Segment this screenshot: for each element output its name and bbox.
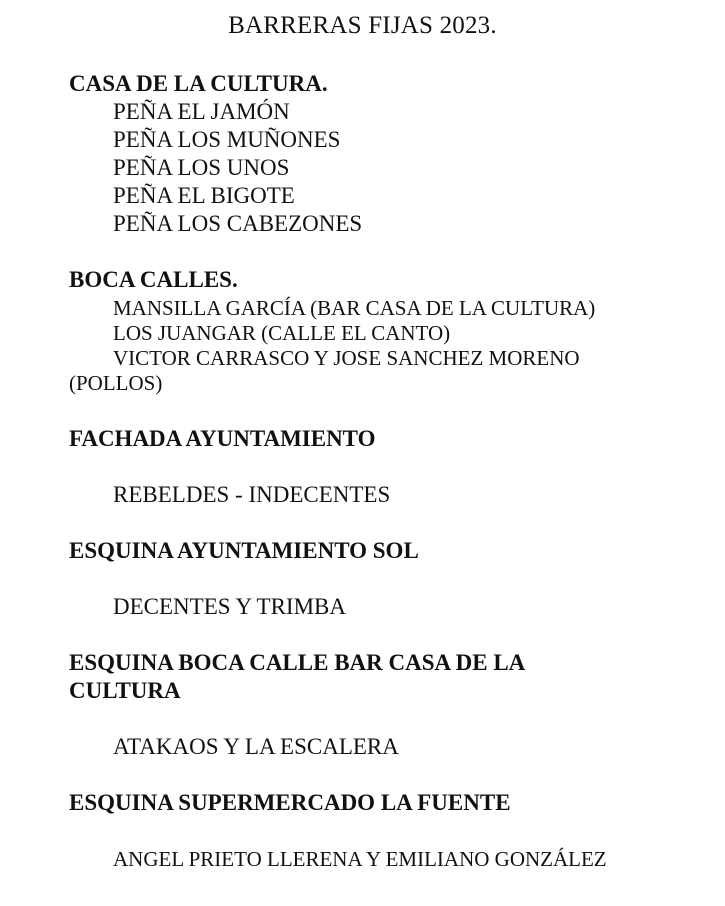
list-item: PEÑA LOS UNOS [113,155,290,180]
section-heading-boca-calles: BOCA CALLES. [69,267,238,292]
section-heading-esquina-boca-calle: ESQUINA BOCA CALLE BAR CASA DE LA CULTURA [69,650,525,703]
section-heading-esquina-ayuntamiento-sol: ESQUINA AYUNTAMIENTO SOL [69,538,419,563]
section-heading-fachada-ayuntamiento: FACHADA AYUNTAMIENTO [69,426,376,451]
list-item: PEÑA LOS MUÑONES [113,127,341,152]
list-item: DECENTES Y TRIMBA [113,594,346,619]
list-item: REBELDES - INDECENTES [113,482,391,507]
list-item: ANGEL PRIETO LLERENA Y EMILIANO GONZÁLEZ [113,847,607,871]
list-item: ATAKAOS Y LA ESCALERA [113,734,399,759]
list-item: PEÑA EL BIGOTE [113,183,295,208]
list-item: VICTOR CARRASCO Y JOSE SANCHEZ MORENO (POLLOS) [69,346,580,395]
section-heading-casa-de-la-cultura: CASA DE LA CULTURA. [69,71,328,96]
list-item: LOS JUANGAR (CALLE EL CANTO) [113,321,451,345]
list-item: PEÑA LOS CABEZONES [113,211,363,236]
list-item: MANSILLA GARCÍA (BAR CASA DE LA CULTURA) [113,296,596,320]
list-item: PEÑA EL JAMÓN [113,99,290,124]
section-heading-esquina-supermercado: ESQUINA SUPERMERCADO LA FUENTE [69,790,511,815]
document-title: BARRERAS FIJAS 2023. [228,12,497,39]
